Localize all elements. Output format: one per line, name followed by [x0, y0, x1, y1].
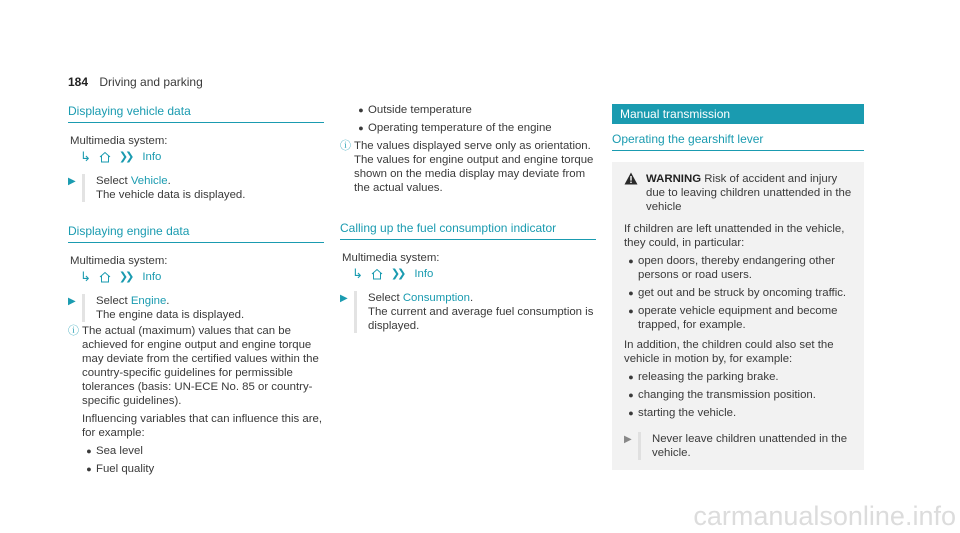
home-icon [99, 151, 111, 163]
step-arrow-icon: ▶ [68, 176, 76, 187]
step-result: The engine data is displayed. [96, 309, 245, 321]
warning-para-2: In addition, the children could also set the vehicle in motion by, for example: [624, 339, 834, 365]
list-item: ● Fuel quality [86, 463, 155, 475]
info-note [340, 139, 596, 195]
menu-path [352, 267, 596, 281]
step-suffix: . [166, 295, 170, 307]
info-icon: ⓘ [340, 140, 351, 152]
step-arrow-icon: ▶ [68, 296, 76, 307]
warning-label: WARNING [646, 173, 702, 185]
list-item: ● Sea level [86, 445, 143, 457]
consumption-link[interactable]: Consumption [402, 292, 470, 304]
list-item: ● operate vehicle equipment and become trapped, for example. [628, 305, 838, 331]
menu-path [80, 150, 324, 164]
return-arrow-icon: ↳ [80, 149, 91, 164]
heading-vehicle-data: Displaying vehicle data [68, 104, 324, 123]
step-arrow-icon: ▶ [340, 293, 348, 304]
section-title-bar: Manual transmission [612, 104, 864, 124]
warning-box [612, 162, 864, 470]
info-note [68, 324, 324, 476]
step-select-vehicle [68, 174, 324, 202]
step-suffix: . [469, 292, 474, 304]
list-item: ● starting the vehicle. [628, 407, 737, 419]
step-result: The vehicle data is displayed. [96, 189, 246, 201]
watermark-logo [620, 497, 960, 533]
warning-para-1: If children are left unattended in the vehicle, they could, in particular: [624, 223, 845, 249]
page-section-title: Driving and parking [99, 75, 203, 89]
watermark-text: carmanualsonline.info [693, 501, 956, 531]
step-select-engine [68, 294, 324, 322]
step-select-consumption [340, 291, 596, 333]
double-chevron-icon: ❯❯ [390, 268, 404, 280]
step-text: Select [96, 295, 131, 307]
list-item: ● changing the transmission position. [628, 389, 816, 401]
page-number: 184 [68, 75, 89, 89]
engine-link[interactable]: Engine [130, 295, 167, 307]
warning-action [624, 432, 854, 460]
step-result: The current and average fuel consumption is displayed. [368, 306, 594, 332]
step-text: Select [368, 292, 403, 304]
double-chevron-icon: ❯❯ [118, 151, 132, 163]
warning-text: Risk of accident and injury due to leaving children unattended in the vehicle [646, 173, 852, 213]
column-2 [340, 103, 596, 333]
info-link[interactable]: Info [142, 151, 162, 163]
list-item: ● Operating temperature of the engine [358, 122, 552, 134]
info-link[interactable]: Info [414, 268, 434, 280]
step-suffix: . [167, 175, 171, 187]
list-item: ● get out and be struck by oncoming traffic. [628, 287, 847, 299]
note-text: The values displayed serve only as orientation. The values for engine output and engine torque shown on the media display may deviate from the actual values. [354, 140, 594, 194]
return-arrow-icon: ↳ [80, 269, 91, 284]
warning-icon [624, 172, 638, 185]
path-label: Multimedia system: [70, 135, 168, 147]
list-item: ● releasing the parking brake. [628, 371, 779, 383]
column-3 [612, 104, 864, 470]
step-arrow-icon: ▶ [624, 434, 632, 445]
column-1 [68, 104, 324, 476]
list-item: ● Outside temperature [358, 104, 472, 116]
info-icon: ⓘ [68, 325, 79, 337]
double-chevron-icon: ❯❯ [118, 271, 132, 283]
info-link[interactable]: Info [142, 271, 162, 283]
return-arrow-icon: ↳ [352, 266, 363, 281]
influence-text: Influencing variables that can influence this are, for example: [82, 413, 322, 439]
heading-engine-data: Displaying engine data [68, 224, 324, 243]
step-text: Select [96, 175, 131, 187]
page-header [68, 75, 203, 89]
menu-path [80, 270, 324, 284]
home-icon [99, 271, 111, 283]
note-text: The actual (maximum) values that can be achieved for engine output and engine torque may deviate from the certified values within the country-specific guidelines for permissible tolerances (basis: UN-ECE No. 85 or country-specific guidelines). [82, 325, 319, 407]
list-item: ● open doors, thereby endangering other persons or road users. [628, 255, 835, 281]
path-label: Multimedia system: [70, 255, 168, 267]
heading-gearshift-lever: Operating the gearshift lever [612, 132, 864, 151]
vehicle-link[interactable]: Vehicle [130, 175, 168, 187]
path-label: Multimedia system: [342, 252, 440, 264]
heading-fuel-consumption: Calling up the fuel consumption indicator [340, 221, 596, 240]
action-text: Never leave children unattended in the vehicle. [638, 432, 854, 460]
home-icon [371, 268, 383, 280]
